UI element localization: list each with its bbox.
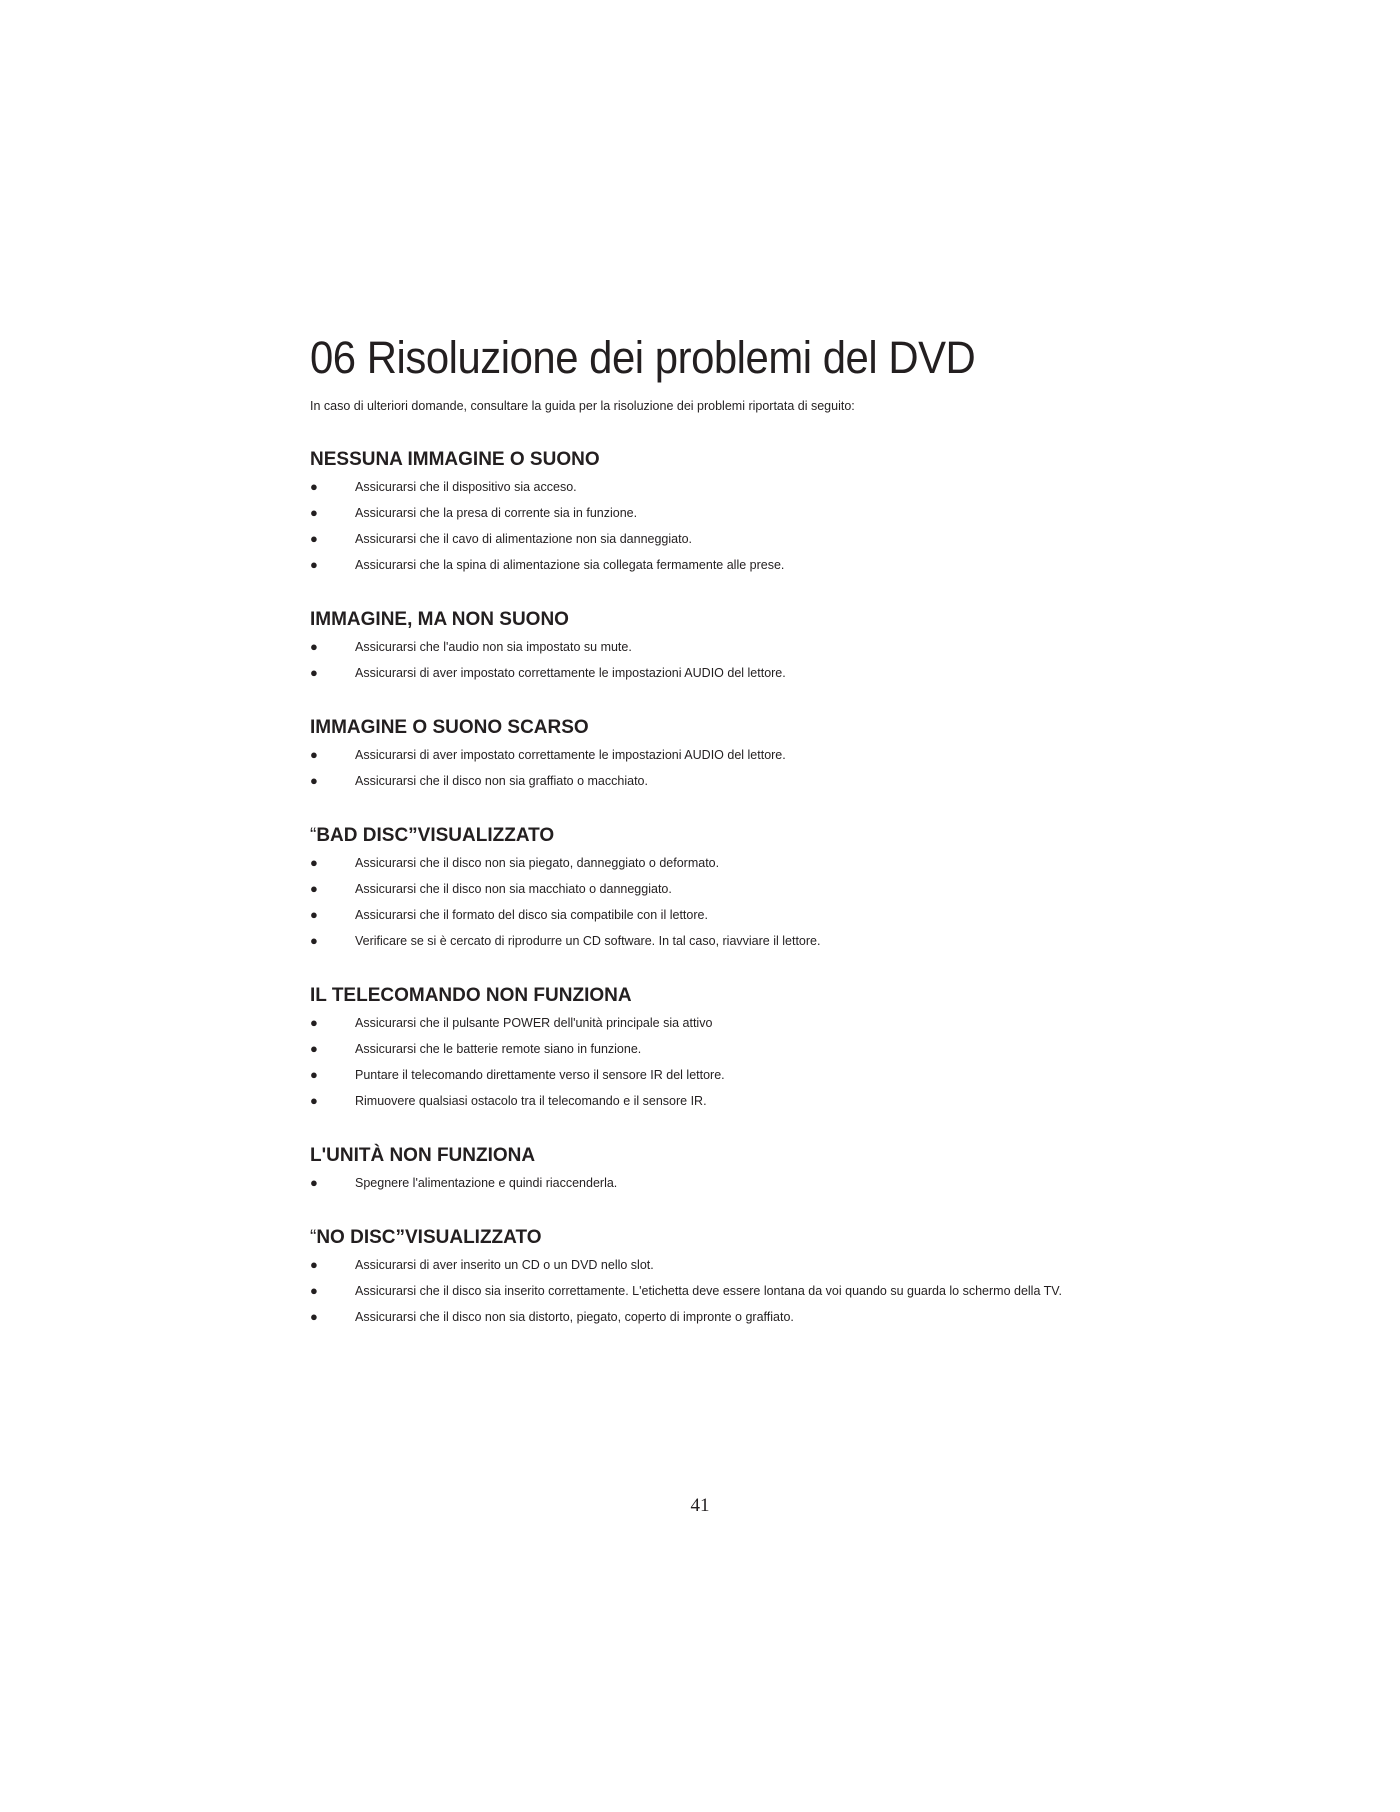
list-item	[310, 660, 1310, 686]
section	[310, 824, 1310, 954]
bullet-icon: ●	[310, 505, 318, 520]
section-title-text: L'UNITÀ NON FUNZIONA	[310, 1145, 536, 1166]
section-title-text: IMMAGINE O SUONO SCARSO	[310, 717, 589, 738]
section-title	[310, 1144, 1310, 1168]
list-item-text: Assicurarsi che il disco non sia macchiato o danneggiato.	[355, 882, 672, 896]
bullet-icon: ●	[310, 1309, 318, 1324]
list-item	[310, 500, 1310, 526]
list-item-text: Puntare il telecomando direttamente verso il sensore IR del lettore.	[355, 1068, 725, 1082]
list-item	[310, 1088, 1310, 1114]
bullet-icon: ●	[310, 557, 318, 572]
bullet-icon: ●	[310, 1175, 318, 1190]
list-item	[310, 876, 1310, 902]
section	[310, 716, 1310, 794]
list-item	[310, 526, 1310, 552]
bullet-icon: ●	[310, 933, 318, 948]
list-item-text: Assicurarsi che il formato del disco sia compatibile con il lettore.	[355, 908, 708, 922]
list-item	[310, 474, 1310, 500]
bullet-list	[310, 1170, 1310, 1196]
bullet-list	[310, 850, 1310, 954]
bullet-icon: ●	[310, 1283, 318, 1298]
list-item-text: Assicurarsi che il dispositivo sia acceso.	[355, 480, 577, 494]
bullet-icon: ●	[310, 1093, 318, 1108]
list-item	[310, 1304, 1310, 1330]
bullet-icon: ●	[310, 531, 318, 546]
list-item-text: Rimuovere qualsiasi ostacolo tra il telecomando e il sensore IR.	[355, 1094, 707, 1108]
list-item-text: Assicurarsi che il disco non sia graffiato o macchiato.	[355, 774, 648, 788]
list-item-text: Verificare se si è cercato di riprodurre un CD software. In tal caso, riavviare il lettore.	[355, 934, 821, 948]
list-item	[310, 1278, 1310, 1304]
list-item	[310, 768, 1310, 794]
bullet-icon: ●	[310, 665, 318, 680]
list-item-text: Spegnere l'alimentazione e quindi riaccenderla.	[355, 1176, 618, 1190]
section	[310, 984, 1310, 1114]
section-title-text: BAD DISC”VISUALIZZATO	[316, 825, 555, 846]
bullet-list	[310, 634, 1310, 686]
list-item-text: Assicurarsi che il disco non sia piegato, danneggiato o deformato.	[355, 856, 720, 870]
list-item-text: Assicurarsi che la spina di alimentazione sia collegata fermamente alle prese.	[355, 558, 785, 572]
list-item	[310, 742, 1310, 768]
list-item-text: Assicurarsi che le batterie remote siano in funzione.	[355, 1042, 642, 1056]
page-title: 06 Risoluzione dei problemi del DVD	[310, 332, 976, 383]
section-title	[310, 448, 1310, 472]
section-title-text: NESSUNA IMMAGINE O SUONO	[310, 449, 600, 470]
list-item	[310, 1036, 1310, 1062]
bullet-list	[310, 1252, 1310, 1330]
list-item	[310, 1062, 1310, 1088]
intro-text: In caso di ulteriori domande, consultare la guida per la risoluzione dei problemi riportata di seguito:	[310, 399, 855, 413]
list-item-text: Assicurarsi di aver inserito un CD o un DVD nello slot.	[355, 1258, 654, 1272]
troubleshooting-sections	[310, 448, 1310, 1330]
document-body	[310, 330, 1310, 1330]
list-item	[310, 1252, 1310, 1278]
list-item-text: Assicurarsi che il disco sia inserito correttamente. L'etichetta deve essere lontana da voi quando su guarda lo schermo della TV.	[355, 1284, 1062, 1298]
bullet-icon: ●	[310, 881, 318, 896]
section-title-quote: “	[310, 1227, 317, 1248]
list-item	[310, 928, 1310, 954]
section-title-text: IMMAGINE, MA NON SUONO	[310, 609, 569, 630]
bullet-icon: ●	[310, 747, 318, 762]
bullet-icon: ●	[310, 1067, 318, 1082]
list-item-text: Assicurarsi di aver impostato correttamente le impostazioni AUDIO del lettore.	[355, 748, 786, 762]
bullet-icon: ●	[310, 1015, 318, 1030]
bullet-icon: ●	[310, 479, 318, 494]
section-title-text: IL TELECOMANDO NON FUNZIONA	[310, 985, 632, 1006]
section-title	[310, 824, 1310, 848]
section-title	[310, 1226, 1310, 1250]
section-title	[310, 608, 1310, 632]
section	[310, 448, 1310, 578]
page-number: 41	[690, 1495, 710, 1516]
list-item	[310, 1010, 1310, 1036]
bullet-list	[310, 742, 1310, 794]
list-item	[310, 552, 1310, 578]
list-item	[310, 850, 1310, 876]
section-title-text: NO DISC”VISUALIZZATO	[316, 1227, 542, 1248]
section-title-quote: “	[310, 825, 317, 846]
section	[310, 608, 1310, 686]
list-item-text: Assicurarsi di aver impostato correttamente le impostazioni AUDIO del lettore.	[355, 666, 786, 680]
section-title	[310, 984, 1310, 1008]
bullet-icon: ●	[310, 1041, 318, 1056]
list-item-text: Assicurarsi che il cavo di alimentazione non sia danneggiato.	[355, 532, 692, 546]
list-item	[310, 902, 1310, 928]
list-item	[310, 1170, 1310, 1196]
section	[310, 1144, 1310, 1196]
bullet-icon: ●	[310, 855, 318, 870]
bullet-list	[310, 1010, 1310, 1114]
list-item-text: Assicurarsi che la presa di corrente sia in funzione.	[355, 506, 638, 520]
bullet-icon: ●	[310, 907, 318, 922]
bullet-icon: ●	[310, 639, 318, 654]
list-item-text: Assicurarsi che l'audio non sia impostato su mute.	[355, 640, 632, 654]
list-item	[310, 634, 1310, 660]
section	[310, 1226, 1310, 1330]
bullet-icon: ●	[310, 773, 318, 788]
bullet-list	[310, 474, 1310, 578]
section-title	[310, 716, 1310, 740]
list-item-text: Assicurarsi che il pulsante POWER dell'unità principale sia attivo	[355, 1016, 713, 1030]
bullet-icon: ●	[310, 1257, 318, 1272]
list-item-text: Assicurarsi che il disco non sia distorto, piegato, coperto di impronte o graffiato.	[355, 1310, 794, 1324]
